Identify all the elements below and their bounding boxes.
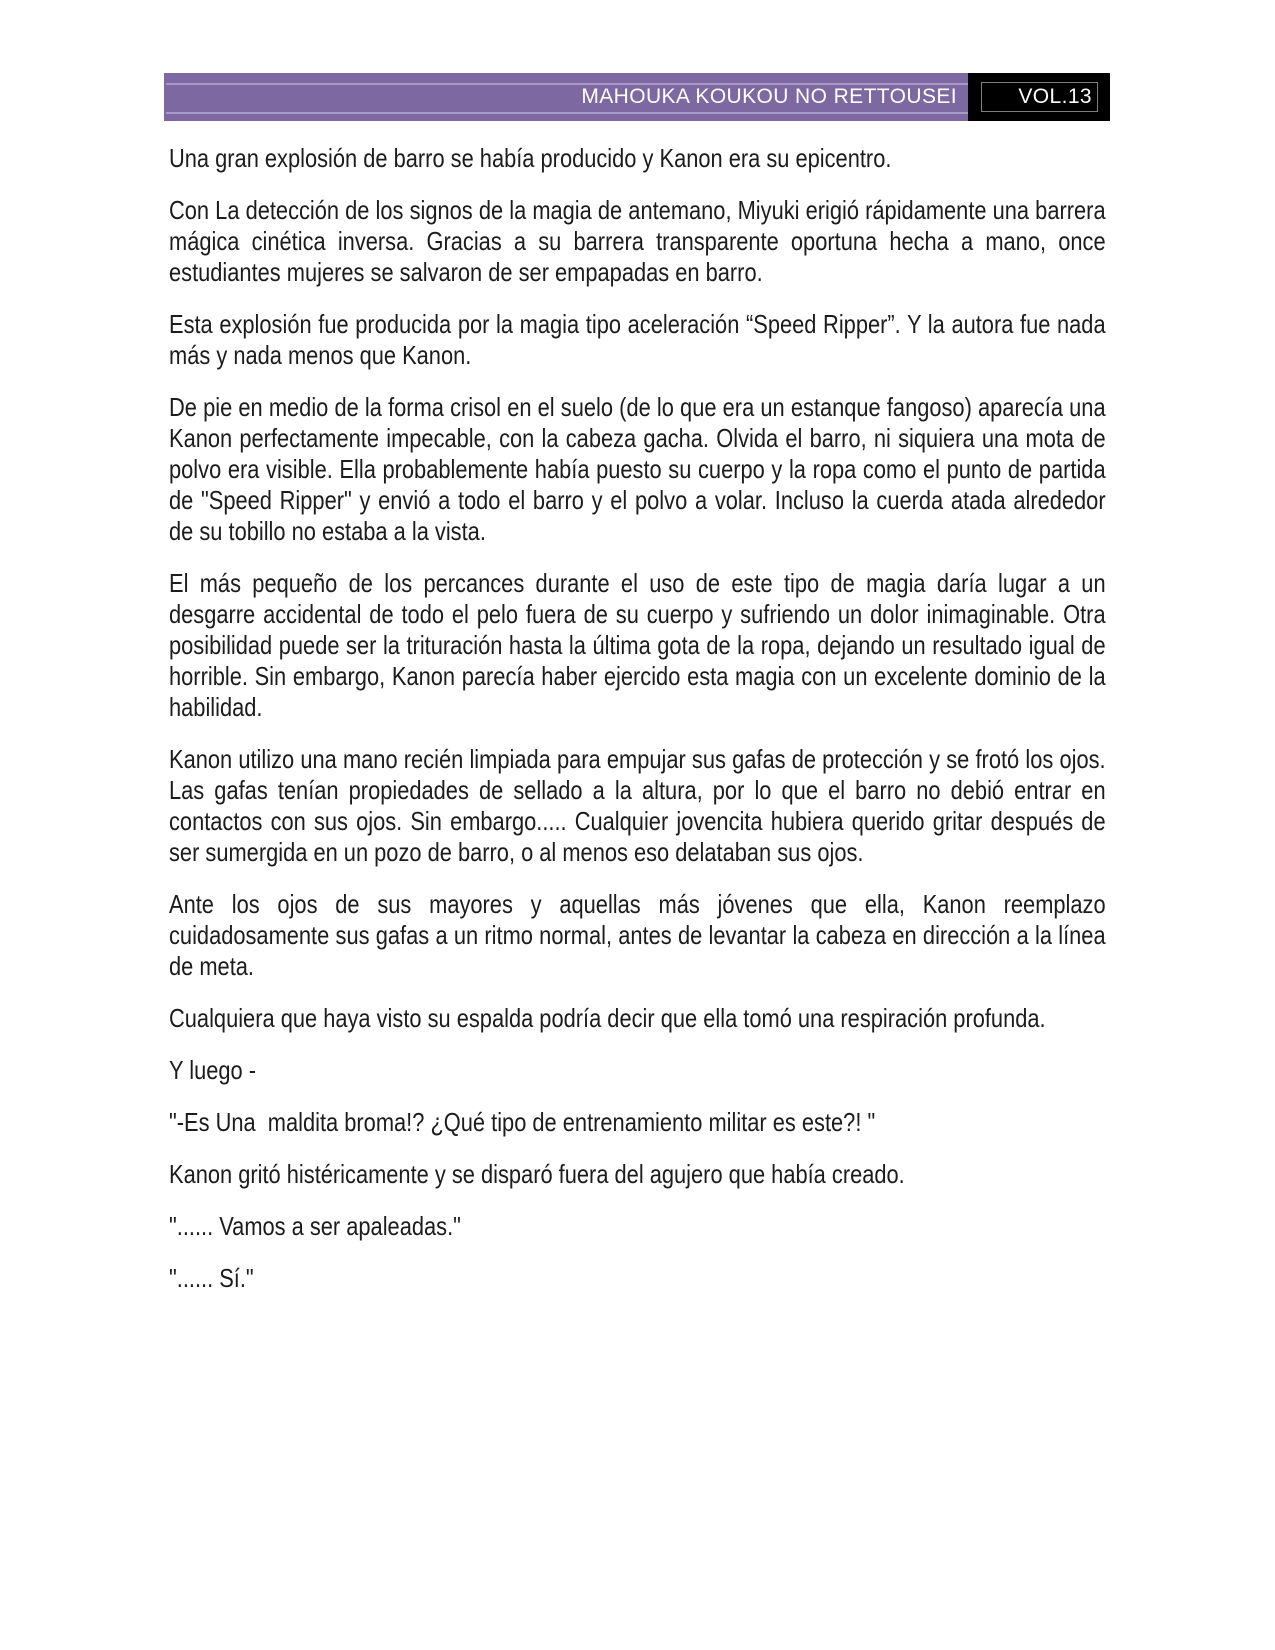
paragraph-8: Cualquiera que haya visto su espalda podría decir que ella tomó una respiración profunda. xyxy=(169,1003,1046,1033)
header-inner-line-bottom xyxy=(166,112,968,114)
series-title: MAHOUKA KOUKOU NO RETTOUSEI xyxy=(581,85,957,108)
paragraph-11: Kanon gritó histéricamente y se disparó fuera del agujero que había creado. xyxy=(169,1159,905,1189)
paragraph-2: Con La detección de los signos de la magia de antemano, Miyuki erigió rápidamente una barrera mágica cinética inversa. Gracias a su barrera transparente oportuna hecha a mano, once estudiantes mujeres se salvaron de ser empapadas en barro. xyxy=(169,195,1106,287)
paragraph-10-dialogue: "-Es Una maldita broma!? ¿Qué tipo de entrenamiento militar es este?! " xyxy=(169,1107,876,1137)
paragraph-9: Y luego - xyxy=(169,1055,257,1085)
paragraph-12-dialogue: "...... Vamos a ser apaleadas." xyxy=(169,1211,461,1241)
paragraph-13-dialogue: "...... Sí." xyxy=(169,1263,254,1293)
paragraph-5: El más pequeño de los percances durante el uso de este tipo de magia daría lugar a un desgarre accidental de todo el pelo fuera de su cuerpo y sufriendo un dolor inimaginable. Otra posibilidad puede ser la trituración hasta la última gota de la ropa, dejando un resultado igual de horrible. Sin embargo, Kanon parecía haber ejercido esta magia con un excelente dominio de la habilidad. xyxy=(169,568,1106,722)
paragraph-7: Ante los ojos de sus mayores y aquellas más jóvenes que ella, Kanon reemplazo cuidadosamente sus gafas a un ritmo normal, antes de levantar la cabeza en dirección a la línea de meta. xyxy=(169,889,1106,981)
page-header xyxy=(164,73,1110,121)
paragraph-1: Una gran explosión de barro se había producido y Kanon era su epicentro. xyxy=(169,143,892,173)
series-title-bar xyxy=(164,73,968,121)
paragraph-4: De pie en medio de la forma crisol en el suelo (de lo que era un estanque fangoso) aparecía una Kanon perfectamente impecable, con la cabeza gacha. Olvida el barro, ni siquiera una mota de polvo era visible. Ella probablemente había puesto su cuerpo y la ropa como el punto de partida de "Speed Ripper" y envió a todo el barro y el polvo a volar. Incluso la cuerda atada alrededor de su tobillo no estaba a la vista. xyxy=(169,392,1106,546)
volume-label: VOL.13 xyxy=(1018,85,1092,108)
volume-badge xyxy=(968,73,1110,121)
document-body xyxy=(169,143,1106,1315)
paragraph-6: Kanon utilizo una mano recién limpiada para empujar sus gafas de protección y se frotó los ojos. Las gafas tenían propiedades de sellado a la altura, por lo que el barro no debió entrar en contactos con sus ojos. Sin embargo..... Cualquier jovencita hubiera querido gritar después de ser sumergida en un pozo de barro, o al menos eso delataban sus ojos. xyxy=(169,744,1106,867)
paragraph-3: Esta explosión fue producida por la magia tipo aceleración “Speed Ripper”. Y la autora fue nada más y nada menos que Kanon. xyxy=(169,309,1106,370)
